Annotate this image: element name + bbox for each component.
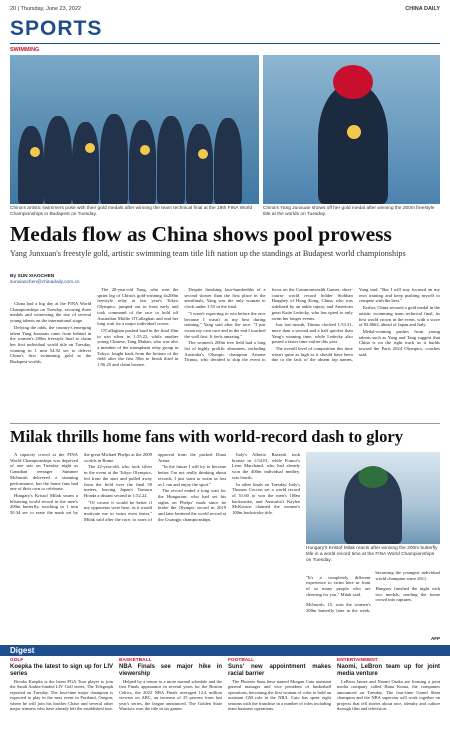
digest-headline: Naomi, LeBron team up for joint media venture [337,663,440,677]
story2-paragraph: Italy's Alberto Razzetti took bronze in 1:54.01, while France's Leon Marchand, who had already won the 400m individual medley, was fourth. [232,452,300,480]
section-kicker: SWIMMING [10,47,40,53]
digest-item-entertainment [337,658,440,744]
milak-photo-caption: Hungary's Kristof Milak reacts after winning the 200m butterfly title in a world record time at the FINA World Championships on Tuesday. [306,546,438,563]
folio [10,6,440,16]
story2-paragraph: Hungary's Kristof Milak swam a blistering world record in the men's 200m butterfly, touching in 1 min 50.34 sec to erase the mark set by the great Michael Phelps at the 2009 worlds in Rome. [10,452,152,516]
story1-paragraph: "I wasn't expecting to win before the race because I wasn't at my best during training," Yang said after the race. "I just swam my own race and in the end I touched the wall first. It feels amazing." [184,310,266,339]
folio-paper-name: CHINA DAILY [405,6,440,12]
story2-headline: Milak thrills home fans with world-record dash to glory [10,427,403,446]
digest-bar [0,645,450,656]
story2-paragraph: "In the future I will try to become better. I'm not really thinking about records, I just want to swim as fast as I can and enjoy the sport." [158,464,226,487]
digest-title: Digest [10,646,35,655]
story1-body [10,287,440,421]
story1-paragraph: Medal-winning pushes from young talents such as Yang and Tang suggest that China is on the right track as it builds toward the Paris 2024 Olympics, coaches said. [358,328,440,357]
agency-credit: AFP [431,636,440,641]
story2-paragraph: "Of course it would be better if my opponents were here, as it would motivate me to swim even faster," Milak said after the race, to roars of approval from the packed Duna Arena. [84,452,226,522]
story2-side-paragraph: McIntosh, 15, won the women's 200m butterfly later in the week, becoming the youngest individual world champion since 2011. [306,570,440,613]
milak-photo [306,452,440,544]
section-title: SPORTS [10,17,103,40]
yang-junxuan-photo [263,55,440,204]
story1-paragraph: O'Callaghan pushed hard in the final 20m to win silver in 1:55.22, while another young Chinese, Tang Muhan, who was also a member of the triumphant relay group in Tokyo, fought back from the bottom of the field after the first 50m to finish third in 1:56.25 and claim bronze. [97,327,179,368]
photo-caption-right: China's Yang Junxuan shows off her gold medal after winning the 200m freestyle title at the worlds on Tuesday. [263,206,435,217]
byline-author: By SUN XIAOCHEN [10,274,55,279]
story1-paragraph: The women's 200m free field had a long list of highly prolific absentees, including Australia's Olympic champion Ariarne Titmus, who decided to skip the event to focus on the Commonwealth Games, short-course world record holder Siobhan Haughey of Hong Kong, China, who was sidelined by an ankle injury, and American great Katie Ledecky, who has opted to only swim her longer events. [184,287,353,363]
digest-category: GOLF [10,658,24,663]
story1-paragraph: China had a big day at the FINA World Championships on Tuesday, securing three medals and witnessing the rise of several young talents on the international stage. [10,301,92,324]
story1-paragraph: The overall level of competition this time wasn't quite as high as it should have been due to the lack of the absent top names, Yang said. "But I will stay focused on my own training and keep pushing myself to compete with the best." [271,287,440,363]
story1-headline: Medals flow as China shows pool prowess [10,222,392,246]
story2-paragraph: The 22-year-old, who took silver in the event at the Tokyo Olympics, led from the start and pulled away from the field over the final 50 meters, leaving Japan's Tomoru Honda a distant second in 1:52.22. [84,464,152,498]
story1-paragraph: Earlier, China secured a gold medal in the artistic swimming team technical final, its first world crown in the event, with a score of 92.8662, ahead of Japan and Italy. [358,305,440,328]
story2-side-paragraph: "It's a completely different experience to swim here in front of so many people who are cheering for you," Milak said. [306,574,371,597]
digest-headline: NBA Finals see major hike in viewership [119,663,222,677]
digest-text: Helped by a return to a more normal schedule and the first Finals appearance in several years for the Boston Celtics, the 2022 NBA Finals averaged 12.4 million viewers on ABC, an increase of 25 percent from last year's series, the league announced. The Golden State Warriors won the title in six games. [119,678,222,711]
story1-paragraph: Despite finishing four-hundredths of a second slower than the first place in the semifinals, Yang was the only woman to clock under 1:55 in the final. [184,287,266,310]
story2-paragraph: A capacity crowd at the FINA World Championships was deprived of one star on Tuesday night as Canadian teenager Summer McIntosh delivered a stunning performance, but the home fans had one of their own to celebrate. [10,452,78,492]
story2-side-paragraph: Hungary finished the night with two medals, sending the home crowd into raptures. [375,586,440,603]
digest-text: The Phoenix Suns have named Morgan Cato assistant general manager and vice president of basketball operations, becoming the first woman of color to hold an assistant GM role in the NBA. Cato has spent eight seasons with the franchise in a number of roles including team business operations. [228,678,331,711]
story1-paragraph: Just last month, Titmus clocked 1:53.31, more than a second and a half quicker than Yang's winning time, while Ledecky also posted a faster time earlier this year. [271,322,353,345]
digest-category: BASKETBALL [119,658,152,663]
digest-category: FOOTBALL [228,658,255,663]
byline-email[interactable]: sunxiaochen@chinadaily.com.cn [10,280,80,285]
digest-headline: Koepka the latest to sign up for LIV series [10,663,113,677]
byline [10,274,88,286]
story1-deck: Yang Junxuan's freestyle gold, artistic swimming team title lift nation up the standings at Budapest world championships [10,249,406,258]
section-rule [10,43,440,44]
digest-text: LeBron James and Naomi Osaka are forming a joint media company called Hana Kuma, the companies announced on Tuesday. The four-time Grand Slam champion and the NBA superstar will work together on projects that tell stories about race, identity and culture through film and television. [337,678,440,711]
story2-body [10,452,300,640]
photo-caption-left: China's artistic swimmers pose with their gold medals after winning the team technical final at the 19th FINA World Championships in Budapest on Tuesday. [10,206,253,217]
digest-item-football [228,658,331,744]
artistic-swimmers-photo [10,55,259,204]
digest-item-basketball [119,658,222,744]
story2-side-body [306,570,440,640]
digest-section [10,658,440,744]
story-divider [10,423,440,424]
digest-category: ENTERTAINMENT [337,658,378,663]
digest-headline: Suns' new appointment makes racial barrier [228,663,331,677]
story2-paragraph: In other finals on Tuesday, Italy's Thomas Ceccon set a world record of 51.60 to win the men's 100m backstroke, and Australia's Kaylee McKeown claimed the women's 100m backstroke title. [232,481,300,516]
story2-paragraph: The record ended a long wait for the Hungarian, who had set his sights on Phelps' mark since he broke the Olympic record in 2019 and later bettered the world record at the Gwangju championships. [158,488,226,522]
story1-paragraph: Defying the odds, the country's emerging talent Yang Junxuan came from behind in the women's 200m freestyle final to claim her first individual world title on Tuesday, winning in 1 min 54.92 sec to deliver China's first swimming gold at the Budapest worlds. [10,324,92,365]
digest-item-golf [10,658,113,744]
folio-page-date: 20 | Thursday, June 23, 2022 [10,6,81,12]
story1-paragraph: The 20-year-old Yang, who won the sprint leg of China's gold-winning 4x200m freestyle relay at last year's Tokyo Olympics, jumped out in front early and took command of the race to hold off Australian Mollie O'Callaghan and end her long wait for a major individual crown. [97,287,179,327]
digest-text: Brooks Koepka is the latest PGA Tour player to join the Saudi Arabia-funded LIV Golf series, The Telegraph reported on Tuesday. The four-time major champion is expected to play in the next event in Portland, Oregon, where he will join his brother Chase and several other major winners who have already left the established tour. [10,678,113,711]
